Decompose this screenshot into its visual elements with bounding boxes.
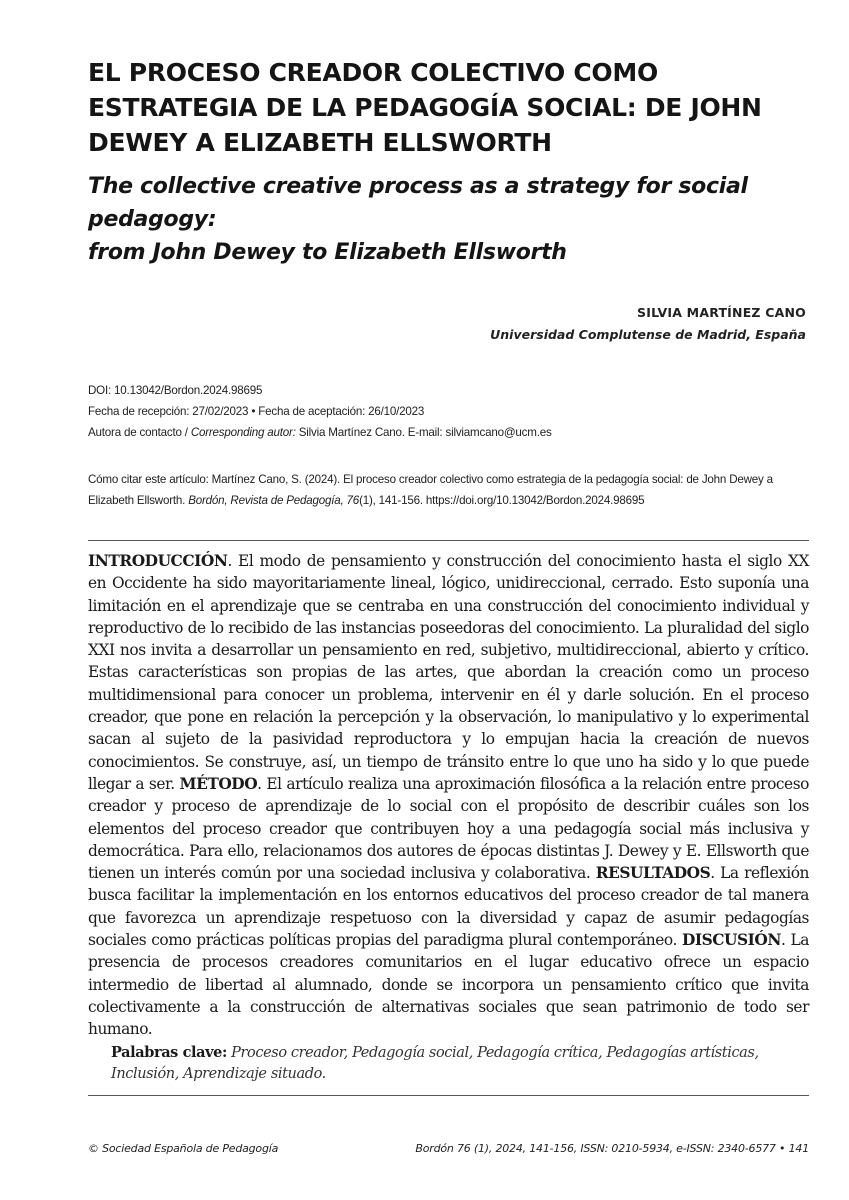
author-block (490, 302, 806, 346)
article-title-spanish: EL PROCESO CREADOR COLECTIVO COMO ESTRATEGIA DE LA PEDAGOGÍA SOCIAL: DE JOHN DEWEY A ELIZABETH ELLSWORTH (88, 58, 762, 157)
discussion-text: . La presencia de procesos creadores comunitarios en el lugar educativo ofrece un espacio intermedio de libertad al alumnado, donde se incorpora un pensamiento crítico que invita colectivamente a la construcción de alternativas sociales que sean patrimonio de todo ser humano. (88, 931, 809, 1039)
results-text: . La reflexión busca facilitar la implementación en los entornos educativos del proceso creador de tal manera que favorezca un aprendizaje respetuoso con la diversidad y capaz de asumir pedagogías sociales como prácticas políticas propias del paradigma plural contemporáneo. (88, 864, 809, 950)
keywords (111, 1042, 801, 1085)
article-metadata (88, 380, 808, 443)
discussion-label: DISCUSIÓN (681, 931, 782, 950)
bullet-separator: • (251, 405, 256, 418)
method-text: . El artículo realiza una aproximación filosófica a la relación entre proceso creador y proceso de aprendizaje de lo social con el propósito de describir cuáles son los elementos del proceso creador que contribuyen hoy a una pedagogía social más inclusiva y democrática. Para ello, relacionamos dos autores de épocas distintas J. Dewey y E. Ellsworth que tienen un interés común por una sociedad inclusiva y colaborativa. (88, 774, 809, 883)
keywords-values: Proceso creador, Pedagogía social, Pedagogía crítica, Pedagogías artísticas, Inclusión, Aprendizaje situado. (111, 1045, 759, 1082)
footer-copyright: © Sociedad Española de Pedagogía (88, 1142, 279, 1155)
footer-journal-info: Bordón 76 (1), 2024, 141-156, ISSN: 0210-5934, e-ISSN: 2340-6577 • 141 (415, 1142, 809, 1155)
english-title-line-2: from John Dewey to Elizabeth Ellsworth (88, 240, 567, 265)
citation-line-1: Cómo citar este artículo: Martínez Cano, S. (2024). El proceso creador colectivo como estrategia de la pedagogía social: de John Dewey a (88, 473, 773, 486)
author-affiliation: Universidad Complutense de Madrid, España (490, 327, 806, 342)
keywords-label: Palabras clave: (111, 1044, 227, 1061)
contact-line (88, 422, 808, 443)
citation-block (88, 469, 808, 511)
doi-line (88, 380, 808, 401)
introduction-label: INTRODUCCIÓN (88, 552, 228, 570)
acceptance-date: Fecha de aceptación: 26/10/2023 (258, 405, 425, 418)
contact-value[interactable]: Silvia Martínez Cano. E-mail: silviamcano@ucm.es (298, 426, 552, 439)
citation-authors-end: Elizabeth Ellsworth. (88, 494, 186, 507)
contact-label-english: Corresponding autor: (190, 426, 296, 439)
citation-issue-doi[interactable]: (1), 141-156. https://doi.org/10.13042/Bordon.2024.98695 (359, 494, 645, 507)
method-label: MÉTODO (179, 774, 258, 793)
article-title-english (88, 170, 808, 269)
citation-journal: Bordón, Revista de Pedagogía, 76 (188, 494, 360, 507)
abstract-top-divider (88, 540, 809, 541)
contact-label: Autora de contacto / (88, 426, 188, 439)
abstract (88, 550, 809, 1041)
introduction-text: . El modo de pensamiento y construcción del conocimiento hasta el siglo XX en Occidente ha sido mayoritariamente lineal, lógico, unidireccional, cerrado. Esto suponía una limitación en el aprendizaje que se centraba en una construcción del conocimiento individual y reproductivo de lo recibido de las instancias poseedoras del conocimiento. La pluralidad del siglo XXI nos invita a desarrollar un pensamiento en red, subjetivo, multidireccional, abierto y crítico. Estas características son propias de las artes, que abordan la creación como un proceso multidimensional para conocer un problema, intervenir en él y darle solución. En el proceso creador, que pone en relación la percepción y la observación, lo manipulativo y lo experimental sacan al sujeto de la pasividad reproductora y lo empujan hacia la creación de nuevos conocimientos. Se construye, así, un tiempo de tránsito entre lo que uno ha sido y lo que puede llegar a ser. (88, 552, 809, 793)
page-footer (88, 1142, 809, 1162)
results-label: RESULTADOS (595, 864, 711, 883)
author-name: SILVIA MARTÍNEZ CANO (637, 305, 806, 320)
keywords-bottom-divider (88, 1095, 809, 1096)
reception-date: Fecha de recepción: 27/02/2023 (88, 405, 249, 418)
english-title-line-1: The collective creative process as a strategy for social pedagogy: (88, 174, 748, 232)
dates-line (88, 401, 808, 422)
citation-line-2 (88, 490, 808, 511)
doi[interactable]: DOI: 10.13042/Bordon.2024.98695 (88, 384, 263, 397)
